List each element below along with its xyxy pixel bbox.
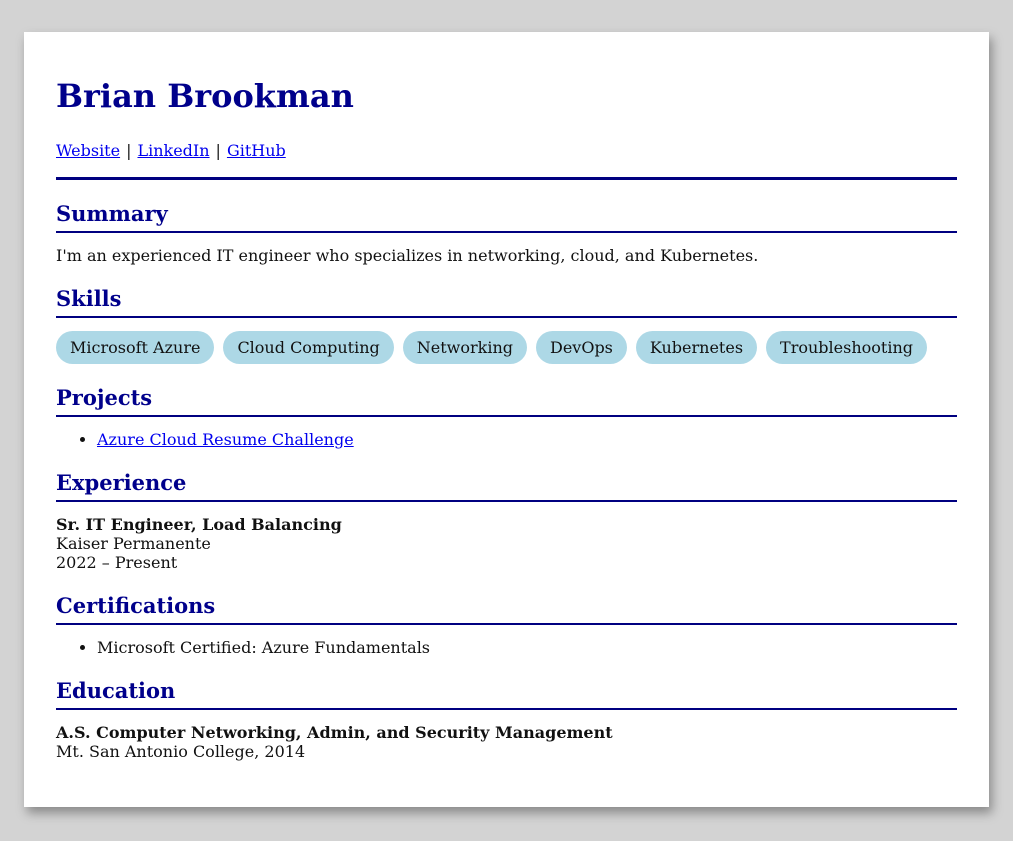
github-link[interactable]: GitHub bbox=[226, 140, 286, 160]
list-item bbox=[97, 430, 957, 449]
section-title-certifications: Certifications bbox=[56, 593, 957, 625]
linkedin-link[interactable]: LinkedIn bbox=[137, 140, 210, 160]
skill-pill: Microsoft Azure bbox=[56, 331, 214, 364]
certifications-list bbox=[56, 638, 957, 657]
section-title-education: Education bbox=[56, 678, 957, 710]
skill-pill: Troubleshooting bbox=[766, 331, 927, 364]
link-separator: | bbox=[215, 140, 221, 160]
job-title: Sr. IT Engineer, Load Balancing bbox=[56, 514, 342, 534]
degree-name: A.S. Computer Networking, Admin, and Security Management bbox=[56, 722, 613, 742]
section-title-skills: Skills bbox=[56, 286, 957, 318]
skill-pill: Cloud Computing bbox=[223, 331, 393, 364]
section-title-summary: Summary bbox=[56, 201, 957, 233]
skill-pill: DevOps bbox=[536, 331, 627, 364]
website-link[interactable]: Website bbox=[56, 140, 121, 160]
header-divider bbox=[56, 177, 957, 180]
employment-dates: 2022 – Present bbox=[56, 552, 178, 572]
section-title-projects: Projects bbox=[56, 385, 957, 417]
link-separator: | bbox=[126, 140, 132, 160]
company-name: Kaiser Permanente bbox=[56, 533, 211, 553]
experience-entry bbox=[56, 515, 957, 572]
page-title: Brian Brookman bbox=[56, 77, 354, 115]
skill-pill: Networking bbox=[403, 331, 527, 364]
list-item: • Microsoft Certified: Azure Fundamentals bbox=[97, 638, 957, 657]
project-link[interactable]: Azure Cloud Resume Challenge bbox=[97, 429, 354, 449]
contact-links bbox=[56, 141, 957, 160]
skill-pill: Kubernetes bbox=[636, 331, 757, 364]
summary-text: I'm an experienced IT engineer who specializes in networking, cloud, and Kubernetes. bbox=[56, 245, 759, 265]
skills-pill-list bbox=[56, 331, 957, 364]
section-title-experience: Experience bbox=[56, 470, 957, 502]
projects-list bbox=[56, 430, 957, 449]
school-name: Mt. San Antonio College, 2014 bbox=[56, 741, 306, 761]
education-entry bbox=[56, 723, 957, 761]
resume-card bbox=[24, 32, 989, 807]
